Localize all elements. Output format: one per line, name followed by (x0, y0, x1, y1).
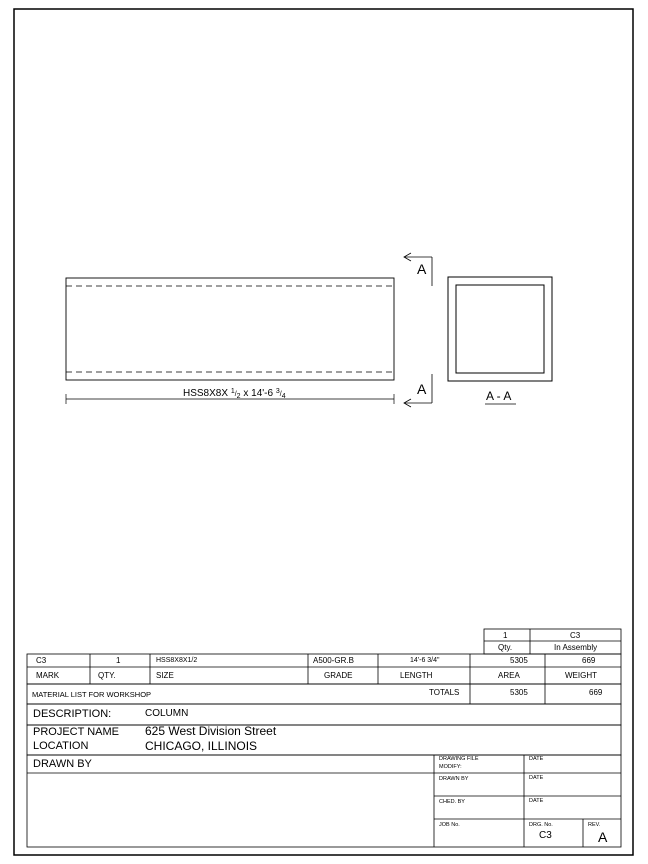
row-weight: 669 (582, 656, 596, 665)
rev-value: A (598, 829, 608, 845)
section-outer (448, 277, 552, 381)
header-weight: WEIGHT (565, 671, 597, 680)
totals-label: TOTALS (429, 688, 460, 697)
section-title: A - A (486, 389, 512, 403)
checked-by-label: CHED. BY (439, 799, 465, 805)
row-mark: C3 (36, 656, 47, 665)
member-size-label: HSS8X8X $^1/_2$ x 14'-6 $^3/_4$ (183, 388, 286, 400)
row-grade: A500-GR.B (313, 656, 354, 665)
row-size: HSS8X8X1/2 (156, 657, 198, 664)
drg-no-label: DRG. No. (529, 822, 553, 828)
job-no-label: JOB No. (439, 822, 460, 828)
summary-in-assembly-label: In Assembly (554, 643, 598, 652)
description-label: DESCRIPTION: (33, 708, 112, 720)
date-label-2: DATE (529, 775, 544, 781)
header-size: SIZE (156, 671, 174, 680)
date-label-1: DATE (529, 756, 544, 762)
row-area: 5305 (510, 656, 528, 665)
member-outline (66, 278, 394, 380)
project-name-value: 625 West Division Street (145, 724, 277, 738)
header-grade: GRADE (324, 671, 353, 680)
header-area: AREA (498, 671, 520, 680)
row-length: 14'-6 3/4" (410, 657, 440, 664)
section-mark-top: A (417, 261, 427, 277)
project-name-label: PROJECT NAME (33, 726, 119, 738)
fraction-numerator: 1 (230, 388, 235, 395)
description-value: COLUMN (145, 708, 189, 719)
row-qty: 1 (116, 656, 121, 665)
drg-no-value: C3 (539, 830, 552, 841)
totals-weight: 669 (589, 688, 603, 697)
summary-qty-value: 1 (503, 631, 508, 640)
material-list-title: MATERIAL LIST FOR WORKSHOP (32, 690, 152, 699)
date-label-3: DATE (529, 798, 544, 804)
location-label: LOCATION (33, 740, 89, 752)
drawing-file-label: DRAWING FILE (439, 756, 479, 762)
totals-area: 5305 (510, 688, 528, 697)
member-elevation (66, 278, 394, 404)
fraction-denominator-2: 4 (281, 393, 286, 400)
section-inner (456, 285, 544, 373)
location-value: CHICAGO, ILLINOIS (145, 739, 258, 753)
section-view (448, 277, 552, 404)
rev-label: REV. (588, 822, 601, 828)
drawn-by-label: DRAWN BY (33, 758, 92, 770)
modify-label: MODIFY: (439, 764, 462, 770)
header-mark: MARK (36, 671, 60, 680)
summary-mark-value: C3 (570, 631, 581, 640)
drawn-by-small-label: DRAWN BY (439, 776, 469, 782)
fraction-numerator-2: 3 (275, 388, 280, 395)
section-mark-bottom: A (417, 381, 427, 397)
fraction-denominator: 2 (236, 393, 241, 400)
header-qty: QTY. (98, 671, 116, 680)
header-length: LENGTH (400, 671, 433, 680)
summary-qty-label: Qty. (498, 643, 513, 652)
